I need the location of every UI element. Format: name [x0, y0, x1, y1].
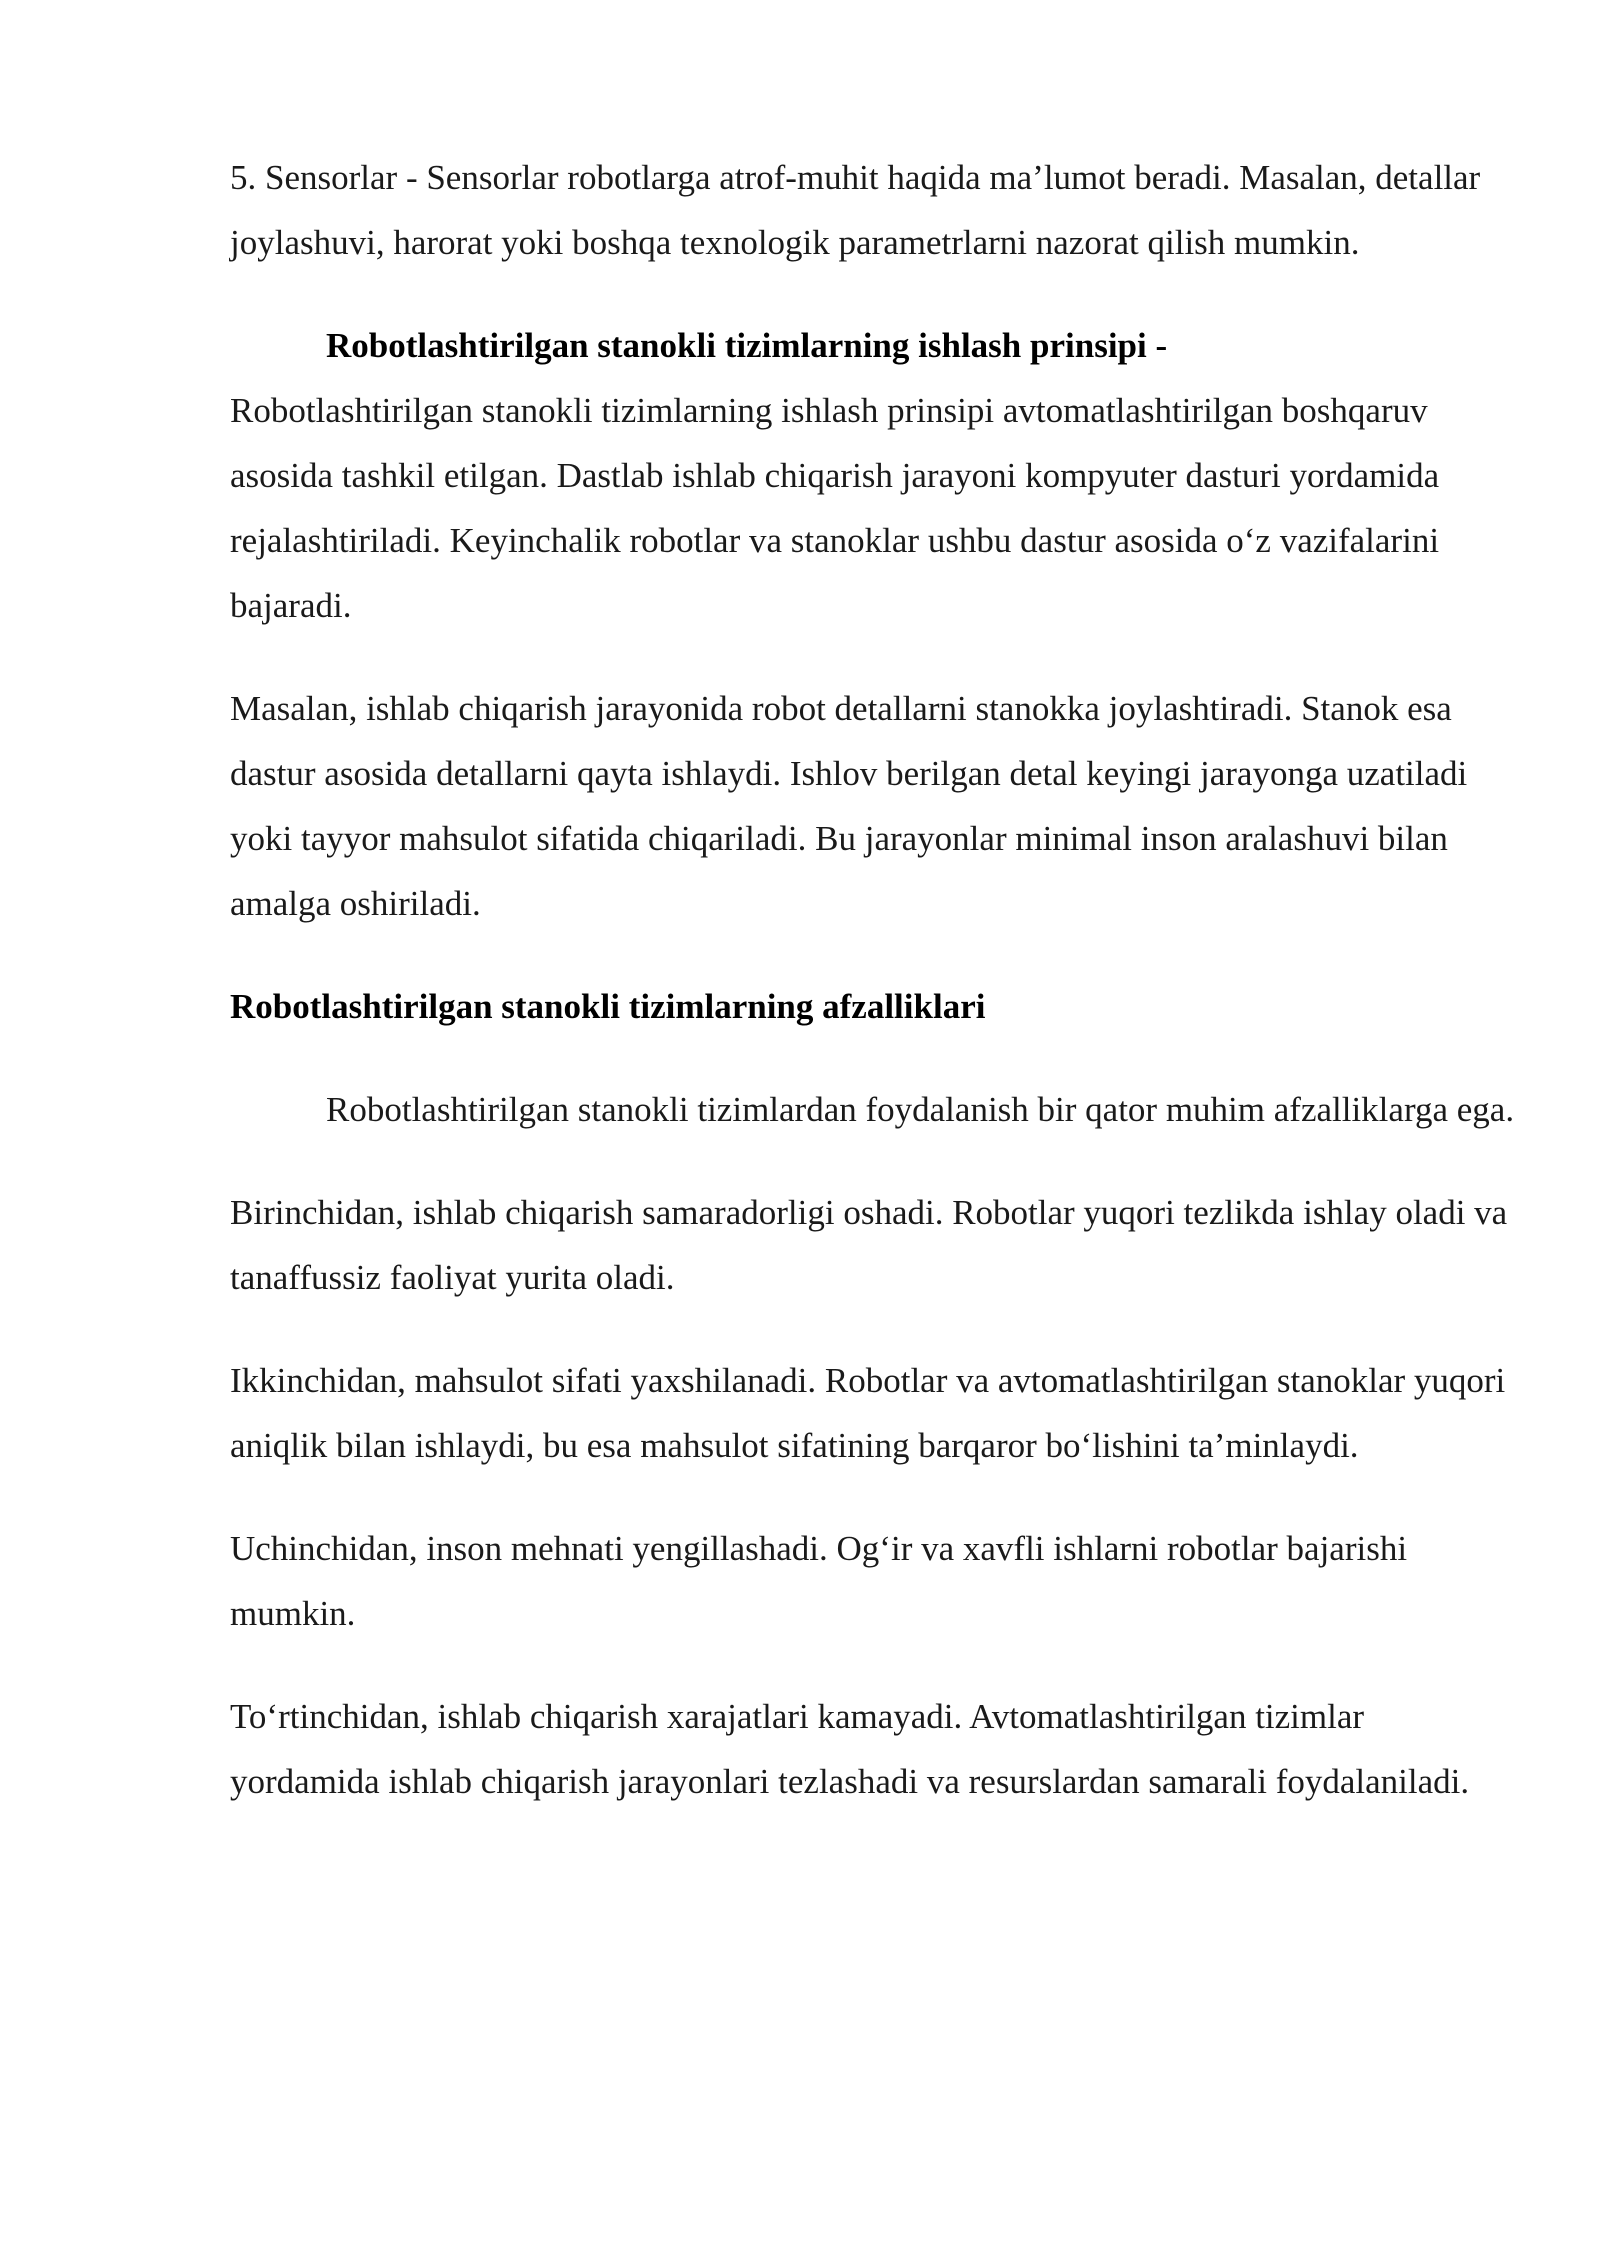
document-page — [230, 145, 1520, 1852]
paragraph-second-advantage: Ikkinchidan, mahsulot sifati yaxshilanadi. Robotlar va avtomatlashtirilgan stanoklar yuqori aniqlik bilan ishlaydi, bu esa mahsulot sifatining barqaror bo‘lishini ta’minlaydi. — [230, 1361, 1506, 1465]
paragraph-sensors: 5. Sensorlar - Sensorlar robotlarga atrof-muhit haqida ma’lumot beradi. Masalan, detallar joylashuvi, harorat yoki boshqa texnologik parametrlarni nazorat qilish mumkin. — [230, 158, 1481, 262]
paragraph-working-principle: Robotlashtirilgan stanokli tizimlarning ishlash prinsipi avtomatlashtirilgan boshqaruv asosida tashkil etilgan. Dastlab ishlab chiqarish jarayoni kompyuter dasturi yordamida rejalashtiriladi. Keyinchalik robotlar va stanoklar ushbu dastur asosida o‘z vazifalarini bajaradi. — [230, 391, 1440, 625]
paragraph-fourth-advantage: To‘rtinchidan, ishlab chiqarish xarajatlari kamayadi. Avtomatlashtirilgan tizimlar yordamida ishlab chiqarish jarayonlari tezlashadi va resurslardan samarali foydalaniladi. — [230, 1697, 1470, 1801]
section-heading-working-principle: Robotlashtirilgan stanokli tizimlarning ishlash prinsipi - — [326, 326, 1168, 365]
paragraph-third-advantage: Uchinchidan, inson mehnati yengillashadi. Og‘ir va xavfli ishlarni robotlar bajarishi mumkin. — [230, 1529, 1408, 1633]
section-heading-advantages: Robotlashtirilgan stanokli tizimlarning afzalliklari — [230, 987, 986, 1026]
paragraph-advantages-intro: Robotlashtirilgan stanokli tizimlardan foydalanish bir qator muhim afzalliklarga ega. — [326, 1090, 1515, 1129]
paragraph-example: Masalan, ishlab chiqarish jarayonida robot detallarni stanokka joylashtiradi. Stanok esa dastur asosida detallarni qayta ishlaydi. Ishlov berilgan detal keyingi jarayonga uzatiladi yoki tayyor mahsulot sifatida chiqariladi. Bu jarayonlar minimal inson aralashuvi bilan amalga oshiriladi. — [230, 689, 1468, 923]
paragraph-first-advantage: Birinchidan, ishlab chiqarish samaradorligi oshadi. Robotlar yuqori tezlikda ishlay oladi va tanaffussiz faoliyat yurita oladi. — [230, 1193, 1508, 1297]
